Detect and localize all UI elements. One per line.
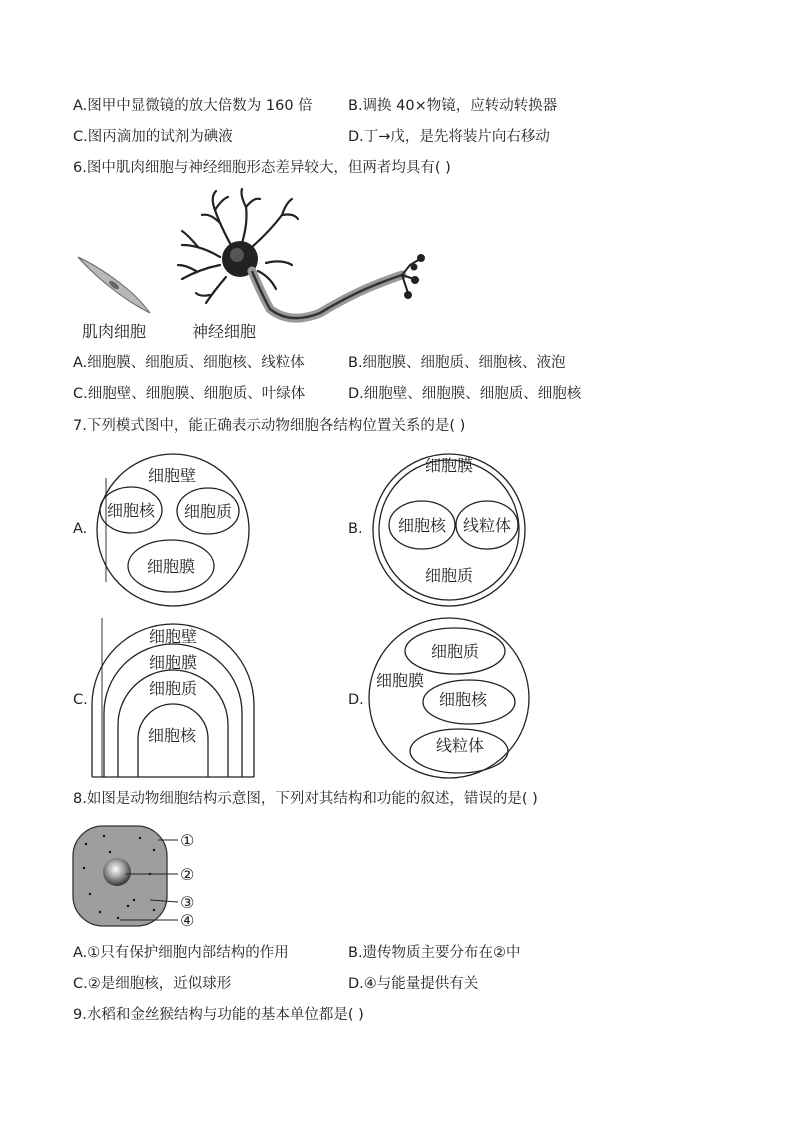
diagram-a-left-label: 细胞核 bbox=[106, 501, 156, 520]
q6-stem: 6.图中肌肉细胞与神经细胞形态差异较大，但两者均具有( ) bbox=[73, 160, 451, 176]
cell-label-3: ③ bbox=[180, 893, 195, 912]
cell-nucleus bbox=[103, 858, 131, 886]
q9-stem: 9.水稻和金丝猴结构与功能的基本单位都是( ) bbox=[73, 1007, 364, 1023]
diagram-b-bottom-label: 细胞质 bbox=[424, 566, 474, 585]
q7-diagram-c bbox=[88, 615, 268, 785]
nerve-cell-label: 神经细胞 bbox=[192, 322, 257, 341]
q8-option-d: D.④与能量提供有关 bbox=[348, 976, 479, 992]
nerve-cell-nucleus bbox=[230, 248, 244, 262]
axon-terminals bbox=[402, 255, 424, 298]
diagram-b-outer-label: 细胞膜 bbox=[424, 456, 474, 475]
diagram-d-mid-label: 细胞核 bbox=[438, 690, 488, 709]
diagram-b-left-label: 细胞核 bbox=[397, 516, 447, 535]
diagram-c-layer2-label: 细胞膜 bbox=[148, 653, 198, 672]
diagram-a-right-label: 细胞质 bbox=[183, 502, 233, 521]
q6-option-d: D.细胞壁、细胞膜、细胞质、细胞核 bbox=[348, 386, 582, 402]
diagram-c-layer3-label: 细胞质 bbox=[148, 679, 198, 698]
q6-option-a: A.细胞膜、细胞质、细胞核、线粒体 bbox=[73, 355, 305, 371]
q7-option-a-letter: A. bbox=[73, 521, 88, 537]
q8-animal-cell-figure bbox=[70, 822, 210, 934]
q6-option-b: B.细胞膜、细胞质、细胞核、液泡 bbox=[348, 355, 566, 371]
q7-stem: 7.下列模式图中，能正确表示动物细胞各结构位置关系的是( ) bbox=[73, 418, 466, 434]
q8-option-a: A.①只有保护细胞内部结构的作用 bbox=[73, 945, 289, 961]
q6-cell-figure bbox=[70, 185, 440, 345]
diagram-d-top-label: 细胞质 bbox=[430, 642, 480, 661]
q7-diagram-d bbox=[363, 615, 538, 780]
q8-stem: 8.如图是动物细胞结构示意图，下列对其结构和功能的叙述，错误的是( ) bbox=[73, 791, 538, 807]
diagram-a-outer-label: 细胞壁 bbox=[147, 466, 197, 485]
q5-option-c: C.图丙滴加的试剂为碘液 bbox=[73, 129, 233, 145]
q7-diagram-b bbox=[363, 450, 538, 610]
muscle-cell-label: 肌肉细胞 bbox=[82, 322, 147, 341]
diagram-c-layer1-label: 细胞壁 bbox=[148, 627, 198, 646]
diagram-c-layer4-label: 细胞核 bbox=[147, 726, 197, 745]
diagram-b-right-label: 线粒体 bbox=[462, 516, 512, 535]
q8-option-c: C.②是细胞核，近似球形 bbox=[73, 976, 232, 992]
cell-label-2: ② bbox=[180, 865, 195, 884]
q7-option-b-letter: B. bbox=[348, 521, 363, 537]
q7-option-d-letter: D. bbox=[348, 692, 364, 708]
cell-label-1: ① bbox=[180, 831, 195, 850]
q7-option-c-letter: C. bbox=[73, 692, 88, 708]
q8-option-b: B.遗传物质主要分布在②中 bbox=[348, 945, 521, 961]
diagram-a-bottom-label: 细胞膜 bbox=[146, 557, 196, 576]
q7-diagram-a bbox=[88, 450, 258, 610]
cell-label-4: ④ bbox=[180, 911, 195, 930]
q5-option-b: B.调换 40×物镜，应转动转换器 bbox=[348, 98, 558, 114]
q5-option-a: A.图甲中显微镜的放大倍数为 160 倍 bbox=[73, 98, 313, 114]
diagram-d-outer-label: 细胞膜 bbox=[375, 671, 425, 690]
q6-option-c: C.细胞壁、细胞膜、细胞质、叶绿体 bbox=[73, 386, 306, 402]
diagram-d-bottom-label: 线粒体 bbox=[435, 736, 485, 755]
q5-option-d: D.丁→戊，是先将装片向右移动 bbox=[348, 129, 550, 145]
